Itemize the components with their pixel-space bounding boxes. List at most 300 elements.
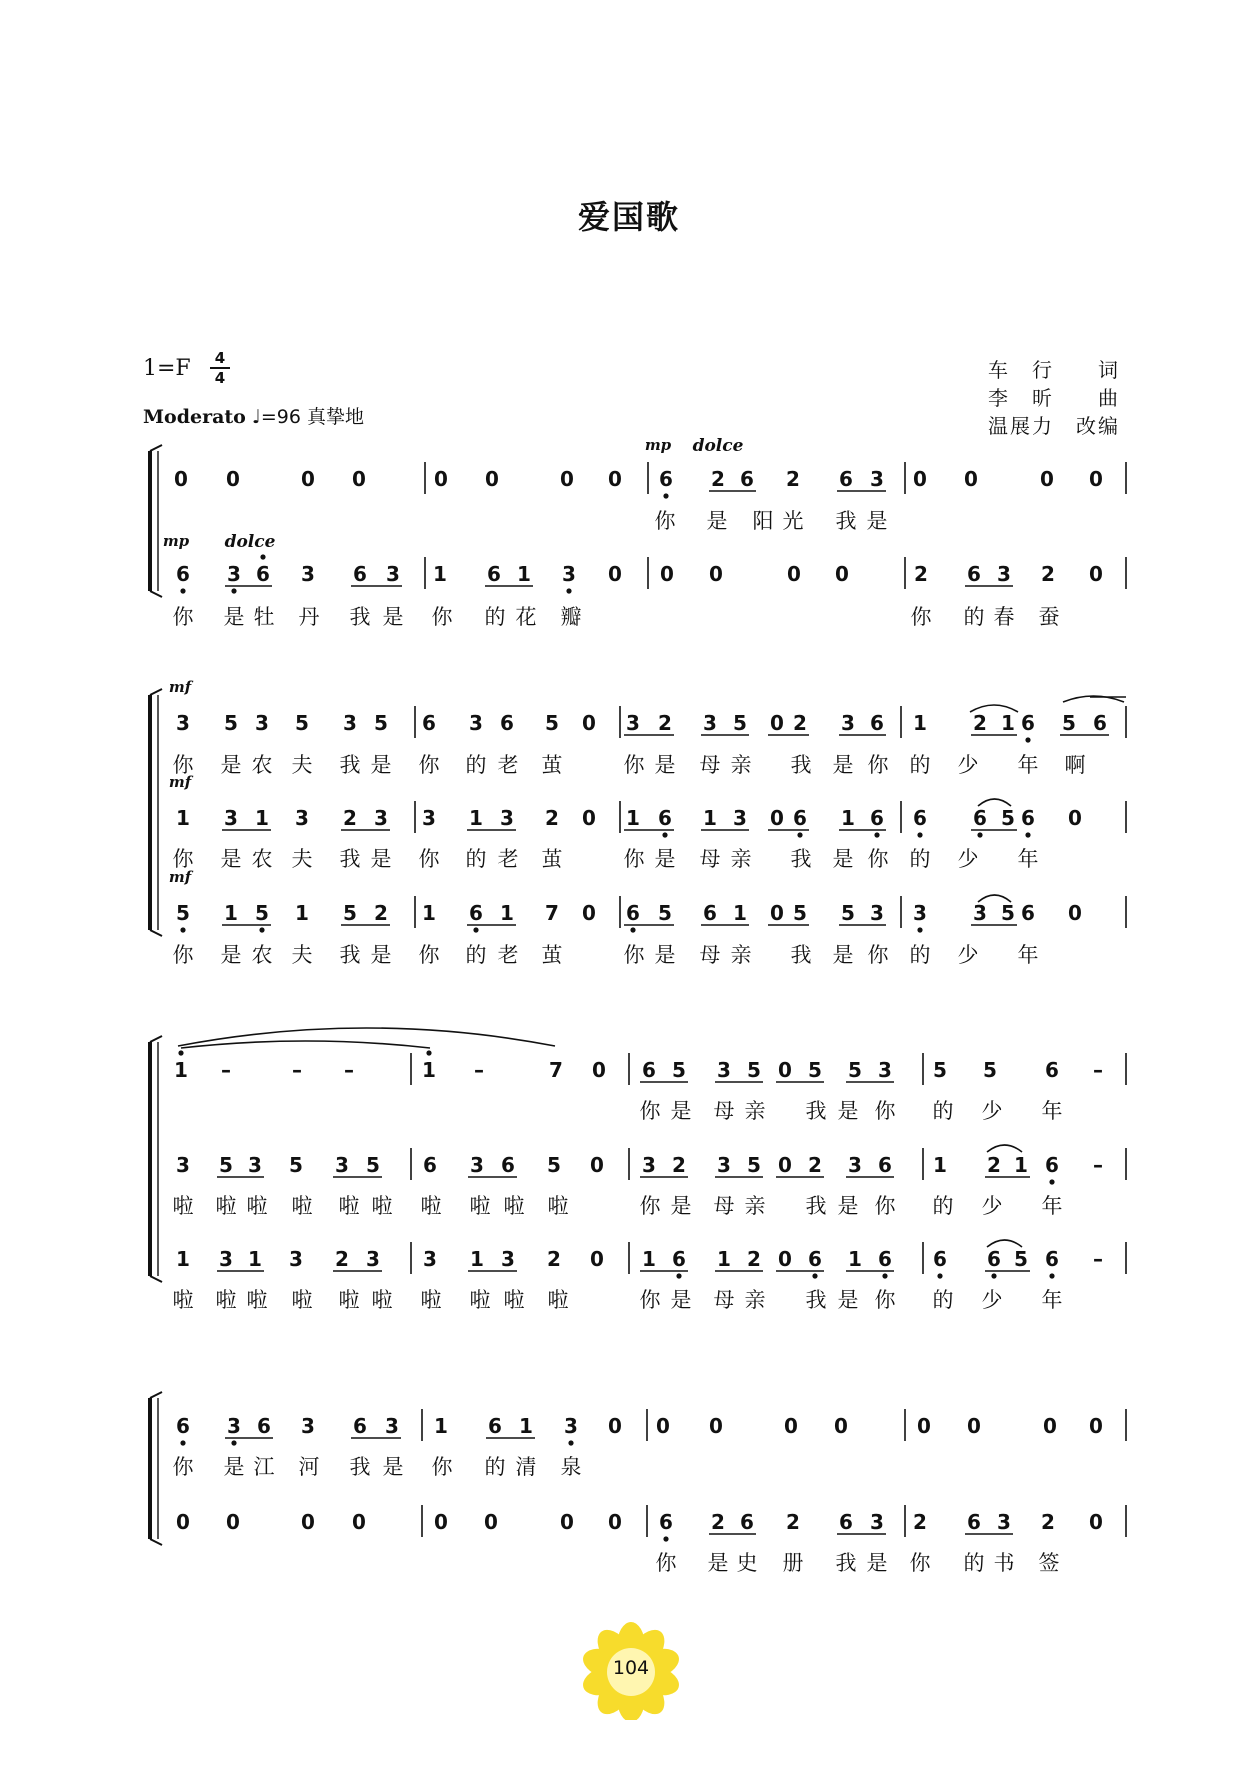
note: 5 (176, 901, 190, 925)
lyric-syllable: 的 (932, 1288, 954, 1312)
lyric-syllable: 茧 (541, 943, 563, 967)
note: 1 (422, 1058, 436, 1082)
page-title: 爱国歌 (577, 198, 680, 236)
note: 3 (227, 562, 241, 586)
lyric-syllable: 年 (1041, 1099, 1063, 1123)
note: 6 (740, 467, 754, 491)
low-octave-dot (180, 1440, 185, 1445)
note: 6 (642, 1058, 656, 1082)
lyric-syllable: 签 (1038, 1551, 1060, 1575)
note: 6 (658, 806, 672, 830)
note: 1 (255, 806, 269, 830)
lyric-syllable: 你 (431, 1455, 453, 1479)
note: 5 (841, 901, 855, 925)
lyric-syllable: 你 (418, 847, 440, 871)
note: 2 (973, 711, 987, 735)
note: 5 (793, 901, 807, 925)
lyric-syllable: 你 (639, 1288, 661, 1312)
lyric-syllable: 你 (172, 847, 194, 871)
note: 6 (257, 1414, 271, 1438)
note: 5 (219, 1153, 233, 1177)
note: 5 (1062, 711, 1076, 735)
page-number: 104 (612, 1657, 650, 1679)
lyric-syllable: 瓣 (560, 605, 582, 629)
lyric-syllable: 少 (981, 1288, 1003, 1312)
lyric-syllable: 你 (910, 605, 932, 629)
lyric-syllable: 亲 (744, 1194, 766, 1218)
lyric-syllable: 的 (909, 753, 931, 777)
note: 6 (1021, 806, 1035, 830)
lyric-syllable: 年 (1041, 1194, 1063, 1218)
low-octave-dot (991, 1273, 996, 1278)
lyric-syllable: 啦 (172, 1288, 194, 1312)
lyric-syllable: 我 (790, 943, 812, 967)
note: 0 (770, 901, 784, 925)
lyric-syllable: 啦 (469, 1194, 491, 1218)
lyric-syllable: 亲 (744, 1099, 766, 1123)
note: 0 (582, 711, 596, 735)
lyric-syllable: 你 (655, 1551, 677, 1575)
note: 5 (366, 1153, 380, 1177)
note: 0 (964, 467, 978, 491)
note: 1 (733, 901, 747, 925)
note: 6 (703, 901, 717, 925)
lyric-syllable: 啦 (291, 1288, 313, 1312)
lyric-syllable: 的 (465, 943, 487, 967)
note: 1 (176, 806, 190, 830)
note: 1 (174, 1058, 188, 1082)
low-octave-dot (937, 1273, 942, 1278)
low-octave-dot (1025, 832, 1030, 837)
note: 3 (703, 711, 717, 735)
note: 3 (301, 1414, 315, 1438)
note: 3 (870, 901, 884, 925)
lyric-syllable: 啦 (420, 1194, 442, 1218)
note: 5 (933, 1058, 947, 1082)
note: 6 (176, 1414, 190, 1438)
lyric-syllable: 亲 (730, 753, 752, 777)
note: 0 (778, 1058, 792, 1082)
note: 3 (224, 806, 238, 830)
note: 3 (176, 1153, 190, 1177)
note: 1 (224, 901, 238, 925)
note: 3 (343, 711, 357, 735)
note: 0 (1043, 1414, 1057, 1438)
lyric-syllable: 老 (497, 753, 519, 777)
note: 6 (500, 711, 514, 735)
note: 1 (642, 1247, 656, 1271)
note: 6 (973, 806, 987, 830)
note: 1 (841, 806, 855, 830)
lyric-syllable: 是 (670, 1099, 692, 1123)
note: 1 (1001, 711, 1015, 735)
lyric-syllable: 啦 (371, 1288, 393, 1312)
lyric-syllable: 牡 (253, 605, 275, 629)
lyric-syllable: 你 (867, 753, 889, 777)
note: 6 (1045, 1058, 1059, 1082)
lyric-syllable: 你 (418, 753, 440, 777)
system-bracket-hook (150, 689, 162, 695)
lyric-syllable: 是 (670, 1194, 692, 1218)
credit-lyricist: 车 行 词 (988, 358, 1120, 382)
lyric-syllable: 的 (932, 1194, 954, 1218)
note: 5 (983, 1058, 997, 1082)
lyric-syllable: 年 (1017, 753, 1039, 777)
note: 6 (487, 562, 501, 586)
note: 1 (717, 1247, 731, 1271)
note: 3 (374, 806, 388, 830)
lyric-syllable: 少 (981, 1099, 1003, 1123)
note: 1 (176, 1247, 190, 1271)
note: 0 (590, 1247, 604, 1271)
lyric-syllable: 茧 (541, 753, 563, 777)
note: 2 (711, 467, 725, 491)
lyric-syllable: 啦 (547, 1194, 569, 1218)
lyric-syllable: 啦 (503, 1194, 525, 1218)
low-octave-dot (812, 1273, 817, 1278)
lyric-syllable: 是 (382, 605, 404, 629)
note: 0 (582, 901, 596, 925)
lyric-syllable: 亲 (730, 943, 752, 967)
note: 5 (1014, 1247, 1028, 1271)
note: 6 (808, 1247, 822, 1271)
lyric-syllable: 是 (223, 605, 245, 629)
note: 3 (295, 806, 309, 830)
low-octave-dot (568, 1440, 573, 1445)
lyric-syllable: 母 (699, 753, 721, 777)
lyric-syllable: 春 (993, 605, 1015, 629)
note: 5 (343, 901, 357, 925)
note: 0 (560, 467, 574, 491)
lyric-syllable: 啦 (215, 1288, 237, 1312)
page-number-badge (581, 1620, 681, 1720)
note: 3 (335, 1153, 349, 1177)
note: 3 (870, 467, 884, 491)
lyric-syllable: 啦 (246, 1288, 268, 1312)
note: 3 (626, 711, 640, 735)
note: 6 (469, 901, 483, 925)
note: 3 (717, 1153, 731, 1177)
note: 2 (658, 711, 672, 735)
note: 0 (709, 562, 723, 586)
note: 6 (1021, 711, 1035, 735)
lyric-syllable: 啦 (547, 1288, 569, 1312)
note: 5 (808, 1058, 822, 1082)
lyric-syllable: 年 (1017, 847, 1039, 871)
lyric-syllable: 是 (832, 847, 854, 871)
low-octave-dot (231, 1440, 236, 1445)
low-octave-dot (882, 1273, 887, 1278)
lyric-syllable: 老 (497, 847, 519, 871)
system-bracket-hook (150, 1392, 162, 1398)
note: 0 (226, 467, 240, 491)
note: 0 (485, 467, 499, 491)
lyric-syllable: 母 (713, 1099, 735, 1123)
note: 0 (770, 806, 784, 830)
note: 1 (295, 901, 309, 925)
note: 1 (933, 1153, 947, 1177)
lyric-syllable: 江 (253, 1455, 275, 1479)
note: 0 (582, 806, 596, 830)
note: 3 (562, 562, 576, 586)
lyric-syllable: 你 (623, 943, 645, 967)
lyric-syllable: 是 (654, 847, 676, 871)
note: 0 (226, 1510, 240, 1534)
note: 2 (786, 467, 800, 491)
note: 6 (967, 1510, 981, 1534)
note: 2 (547, 1247, 561, 1271)
note: 5 (747, 1058, 761, 1082)
dynamic-mf: mf (168, 678, 192, 696)
note: 5 (1001, 901, 1015, 925)
lyric-syllable: 我 (805, 1194, 827, 1218)
lyric-syllable: 是 (866, 1551, 888, 1575)
note: 0 (778, 1247, 792, 1271)
slur (987, 1145, 1022, 1152)
low-octave-dot (917, 927, 922, 932)
low-octave-dot (663, 493, 668, 498)
note: 6 (793, 806, 807, 830)
note: 0 (1068, 806, 1082, 830)
lyric-syllable: 是 (370, 943, 392, 967)
lyric-syllable: 老 (497, 943, 519, 967)
note: 5 (224, 711, 238, 735)
lyric-syllable: 茧 (541, 847, 563, 871)
note: 1 (1014, 1153, 1028, 1177)
note: 2 (374, 901, 388, 925)
note: 3 (470, 1153, 484, 1177)
low-octave-dot (662, 832, 667, 837)
lyric-syllable: 啊 (1064, 753, 1086, 777)
note: 6 (659, 467, 673, 491)
note: 2 (711, 1510, 725, 1534)
note: 3 (501, 1247, 515, 1271)
note: 5 (672, 1058, 686, 1082)
lyric-syllable: 光 (782, 509, 804, 533)
lyric-syllable: 夫 (291, 753, 313, 777)
note: 3 (913, 901, 927, 925)
note: 7 (549, 1058, 563, 1082)
lyric-syllable: 你 (874, 1288, 896, 1312)
lyric-syllable: 我 (805, 1288, 827, 1312)
lyric-syllable: 是 (837, 1194, 859, 1218)
note: 6 (870, 806, 884, 830)
note: 0 (484, 1510, 498, 1534)
note: 0 (787, 562, 801, 586)
lyric-syllable: 母 (699, 847, 721, 871)
lyric-syllable: 你 (172, 753, 194, 777)
lyric-syllable: 少 (981, 1194, 1003, 1218)
slur (987, 1240, 1022, 1247)
lyric-syllable: 书 (993, 1551, 1015, 1575)
lyric-syllable: 你 (431, 605, 453, 629)
lyric-syllable: 少 (957, 943, 979, 967)
note: 0 (1068, 901, 1082, 925)
note: 6 (423, 1153, 437, 1177)
lyric-syllable: 是 (220, 943, 242, 967)
lyric-syllable: 丹 (298, 605, 320, 629)
low-octave-dot (566, 588, 571, 593)
high-octave-dot (178, 1050, 183, 1055)
low-octave-dot (917, 832, 922, 837)
low-octave-dot (473, 927, 478, 932)
lyric-syllable: 是 (370, 753, 392, 777)
system-bracket-hook (150, 1036, 162, 1042)
lyric-syllable: 啦 (371, 1194, 393, 1218)
note: 0 (560, 1510, 574, 1534)
lyric-syllable: 是 (370, 847, 392, 871)
note: 1 (848, 1247, 862, 1271)
note: 3 (878, 1058, 892, 1082)
lyric-syllable: 你 (172, 1455, 194, 1479)
note: 1 (422, 901, 436, 925)
lyric-syllable: 农 (251, 847, 273, 871)
credit-arranger: 温展力 改编 (988, 414, 1120, 438)
slur (978, 799, 1011, 806)
time-signature-top: 4 (214, 349, 226, 367)
system-bracket-hook (150, 1539, 162, 1545)
note: 0 (913, 467, 927, 491)
lyric-syllable: 少 (957, 753, 979, 777)
dolce-marking: dolce (224, 532, 276, 552)
lyric-syllable: 是 (707, 1551, 729, 1575)
note: 3 (973, 901, 987, 925)
lyric-syllable: 你 (909, 1551, 931, 1575)
system-bracket-hook (150, 1276, 162, 1282)
note: 2 (343, 806, 357, 830)
note: – (474, 1058, 484, 1082)
note: 2 (1041, 1510, 1055, 1534)
lyric-syllable: 你 (654, 509, 676, 533)
system-bracket-hook (150, 591, 162, 597)
note: 3 (642, 1153, 656, 1177)
low-octave-dot (676, 1273, 681, 1278)
note: 6 (488, 1414, 502, 1438)
lyric-syllable: 啦 (338, 1194, 360, 1218)
lyric-syllable: 我 (339, 847, 361, 871)
note: 6 (839, 1510, 853, 1534)
note: 3 (717, 1058, 731, 1082)
note: 0 (434, 1510, 448, 1534)
lyric-syllable: 你 (172, 605, 194, 629)
note: 0 (917, 1414, 931, 1438)
dynamic-mf: mf (168, 868, 192, 886)
note: 5 (733, 711, 747, 735)
lyric-syllable: 农 (251, 753, 273, 777)
low-octave-dot (874, 832, 879, 837)
lyric-syllable: 河 (298, 1455, 320, 1479)
note: 2 (747, 1247, 761, 1271)
lyric-syllable: 少 (957, 847, 979, 871)
note: 3 (997, 562, 1011, 586)
lyric-syllable: 母 (713, 1194, 735, 1218)
lyric-syllable: 我 (805, 1099, 827, 1123)
note: 0 (608, 467, 622, 491)
lyric-syllable: 啦 (246, 1194, 268, 1218)
low-octave-dot (977, 832, 982, 837)
note: 3 (500, 806, 514, 830)
note: 2 (335, 1247, 349, 1271)
lyric-syllable: 的 (465, 753, 487, 777)
note: 3 (423, 1247, 437, 1271)
note: 6 (878, 1153, 892, 1177)
note: 6 (1021, 901, 1035, 925)
lyric-syllable: 母 (713, 1288, 735, 1312)
note: 3 (469, 711, 483, 735)
note: 0 (301, 467, 315, 491)
lyric-syllable: 亲 (730, 847, 752, 871)
note: 0 (608, 1510, 622, 1534)
note: 6 (672, 1247, 686, 1271)
lyric-syllable: 是 (223, 1455, 245, 1479)
note: 3 (289, 1247, 303, 1271)
note: – (344, 1058, 354, 1082)
lyric-syllable: 啦 (172, 1194, 194, 1218)
note: 0 (608, 562, 622, 586)
lyric-syllable: 的 (963, 1551, 985, 1575)
note: 1 (470, 1247, 484, 1271)
system-bracket-hook (150, 445, 162, 451)
tempo-term: Moderato (143, 406, 246, 428)
lyric-syllable: 的 (909, 943, 931, 967)
note: – (1093, 1153, 1103, 1177)
high-octave-dot (426, 1050, 431, 1055)
note: 2 (793, 711, 807, 735)
note: 0 (434, 467, 448, 491)
lyric-syllable: 花 (515, 605, 537, 629)
lyric-syllable: 啦 (420, 1288, 442, 1312)
lyric-syllable: 是 (654, 753, 676, 777)
lyric-syllable: 你 (874, 1099, 896, 1123)
lyric-syllable: 是 (220, 753, 242, 777)
note: 2 (808, 1153, 822, 1177)
note: 2 (913, 1510, 927, 1534)
note: – (1093, 1247, 1103, 1271)
note: 3 (422, 806, 436, 830)
lyric-syllable: 我 (349, 1455, 371, 1479)
note: 0 (784, 1414, 798, 1438)
note: 0 (967, 1414, 981, 1438)
note: 3 (564, 1414, 578, 1438)
note: 3 (385, 1414, 399, 1438)
note: 6 (256, 562, 270, 586)
note: 3 (248, 1153, 262, 1177)
note: 0 (174, 467, 188, 491)
note: – (292, 1058, 302, 1082)
lyric-syllable: 我 (339, 943, 361, 967)
note: 1 (469, 806, 483, 830)
lyric-syllable: 夫 (291, 847, 313, 871)
low-octave-dot (797, 832, 802, 837)
note: 2 (987, 1153, 1001, 1177)
dolce-marking: dolce (692, 436, 744, 456)
lyric-syllable: 是 (837, 1099, 859, 1123)
note: 6 (839, 467, 853, 491)
note: 1 (519, 1414, 533, 1438)
lyric-syllable: 年 (1041, 1288, 1063, 1312)
lyric-syllable: 啦 (215, 1194, 237, 1218)
lyric-syllable: 啦 (338, 1288, 360, 1312)
note: 0 (1089, 1510, 1103, 1534)
low-octave-dot (663, 1536, 668, 1541)
note: 5 (289, 1153, 303, 1177)
lyric-syllable: 你 (623, 847, 645, 871)
note: 0 (1040, 467, 1054, 491)
note: 2 (786, 1510, 800, 1534)
lyric-syllable: 册 (782, 1551, 804, 1575)
note: 3 (301, 562, 315, 586)
note: 3 (255, 711, 269, 735)
